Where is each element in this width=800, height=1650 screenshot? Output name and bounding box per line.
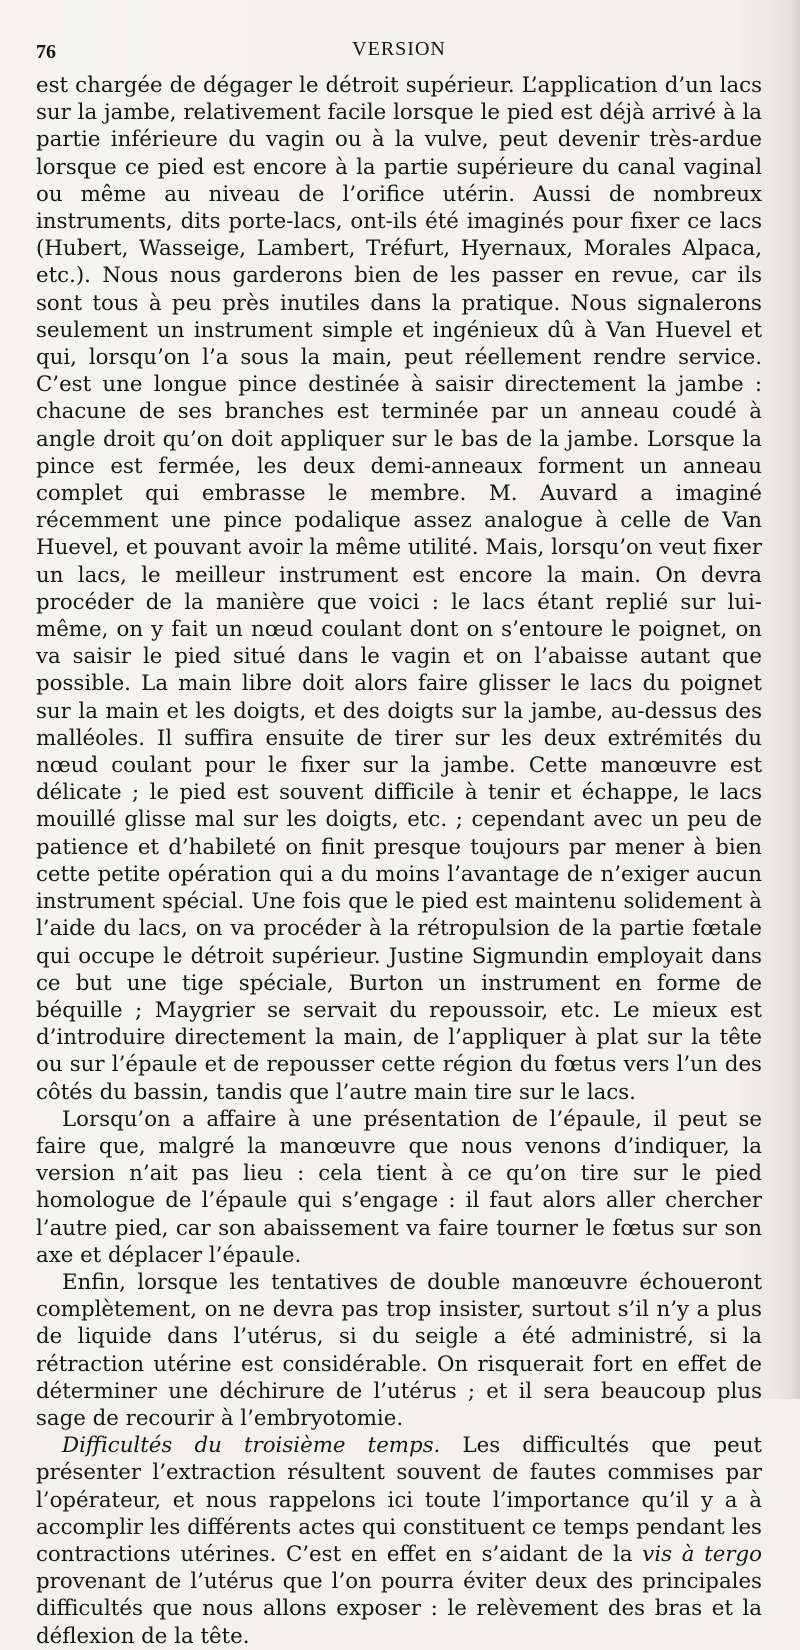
running-head: VERSION (352, 38, 446, 60)
paragraph-4-text-a: Les difficultés que peut présenter l’extraction résultent souvent de fautes commises par l’opérateur, et nous rappelons ici toute l’importance qu’il y a à accomplir les différents actes qui constituent ce temps pendant les contractions utérines. C’est en effet en s’aidant de la (36, 1433, 762, 1567)
section-heading: Difficultés du troisième temps. (62, 1433, 441, 1459)
paragraph-4-text-b: provenant de l’utérus que l’on pourra éviter deux des principales difficultés que nous allons exposer : le relèvement des bras et la déflexion de la tête. (36, 1569, 762, 1649)
latin-phrase: vis à tergo (642, 1541, 762, 1567)
page-header (36, 38, 762, 68)
paragraph-4 (36, 1432, 762, 1650)
paragraph-3: Enfin, lorsque les tentatives de double manœuvre échoueront complètement, on ne devra pas trop insister, surtout s’il n’y a plus de liquide dans l’utérus, si du seigle a été administré, si la rétraction utérine est considérable. On risquerait fort en effet de déterminer une déchirure de l’utérus ; et il sera beaucoup plus sage de recourir à l’embryotomie. (36, 1269, 762, 1431)
page-number: 76 (36, 41, 56, 63)
paragraph-1: est chargée de dégager le détroit supérieur. L’application d’un lacs sur la jambe, relativement facile lorsque le pied est déjà arrivé à la partie inférieure du vagin ou à la vulve, peut devenir très-ardue lorsque ce pied est encore à la partie supérieure du canal vaginal ou même au niveau de l’orifice utérin. Aussi de nombreux instruments, dits porte-lacs, ont-ils été imaginés pour fixer ce lacs (Hubert, Wasseige, Lambert, Tréfurt, Hyernaux, Morales Alpaca, etc.). Nous nous garderons bien de les passer en revue, car ils sont tous à peu près inutiles dans la pratique. Nous signalerons seulement un instrument simple et ingénieux dû à Van Huevel et qui, lorsqu’on l’a sous la main, peut réellement rendre service. C’est une longue pince destinée à saisir directement la jambe : chacune de ses branches est terminée par un anneau coudé à angle droit qu’on doit appliquer sur le bas de la jambe. Lorsque la pince est fermée, les deux demi-anneaux forment un anneau complet qui embrasse le membre. M. Auvard a imaginé récemment une pince podalique assez analogue à celle de Van Huevel, et pouvant avoir la même utilité. Mais, lorsqu’on veut fixer un lacs, le meilleur instrument est encore la main. On devra procéder de la manière que voici : le lacs étant replié sur lui-même, on y fait un nœud coulant dont on s’entoure le poignet, on va saisir le pied situé dans le vagin et on l’abaisse autant que possible. La main libre doit alors faire glisser le lacs du poignet sur la main et les doigts, et des doigts sur la jambe, au-dessus des malléoles. Il suffira ensuite de tirer sur les deux extrémités du nœud coulant pour le fixer sur la jambe. Cette manœuvre est délicate ; le pied est souvent difficile à tenir et échappe, le lacs mouillé glisse mal sur les doigts, etc. ; cependant avec un peu de patience et d’habileté on finit presque toujours par mener à bien cette petite opération qui a du moins l’avantage de n’exiger aucun instrument spécial. Une fois que le pied est maintenu solidement à l’aide du lacs, on va procéder à la rétropulsion de la partie fœtale qui occupe le détroit supérieur. Justine Sigmundin employait dans ce but une tige spéciale, Burton un instrument en forme de béquille ; Maygrier se servait du repoussoir, etc. Le mieux est d’introduire directement la main, de l’appliquer à plat sur la tête ou sur l’épaule et de repousser cette région du fœtus vers l’un des côtés du bassin, tandis que l’autre main tire sur le lacs. (36, 73, 762, 1105)
body-text (36, 72, 762, 1650)
paragraph-2: Lorsqu’on a affaire à une présentation de l’épaule, il peut se faire que, malgré la manœuvre que nous venons d’indiquer, la version n’ait pas lieu : cela tient à ce qu’on tire sur le pied homologue de l’épaule qui s’engage : il faut alors aller chercher l’autre pied, car son abaissement va faire tourner le fœtus sur son axe et déplacer l’épaule. (36, 1106, 762, 1268)
page-edge-shadow (786, 0, 800, 1399)
